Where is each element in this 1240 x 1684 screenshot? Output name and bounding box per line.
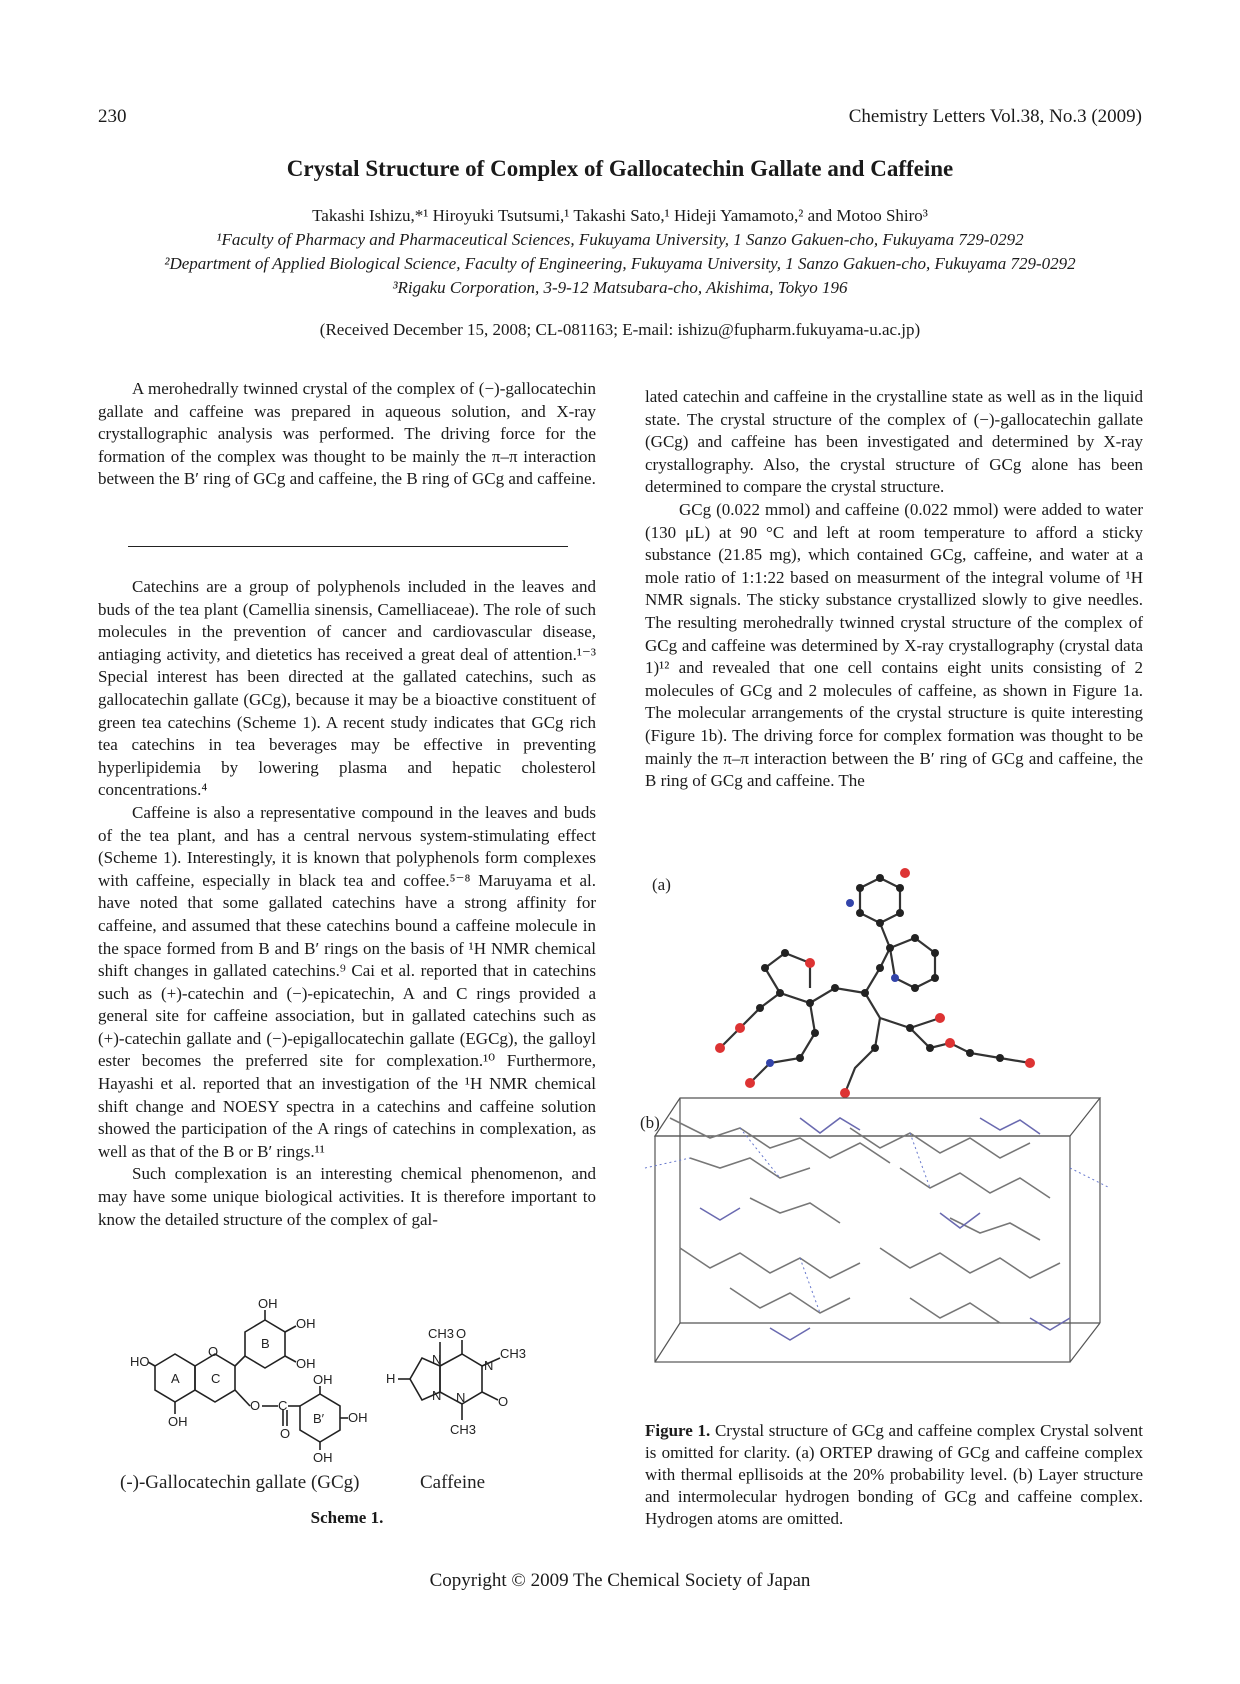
abstract-text: A merohedrally twinned crystal of the complex of (−)-gallocatechin gallate and caffeine was prepared in aqueous solution, and X-ray crystallographic analysis was performed. The driving force for the formation of the complex was thought to be mainly the π–π interaction between the B′ ring of GCg and caffeine, the B ring of GCg and caffeine.: [98, 379, 596, 489]
received-line: (Received December 15, 2008; CL-081163; E-mail: ishizu@fupharm.fukuyama-u.ac.jp): [319, 320, 921, 339]
body-paragraph: lated catechin and caffeine in the crystalline state as well as in the liquid state. The crystal structure of the complex of (−)-gallocatechin gallate (GCg) and caffeine has been investigated and determined by X-ray crystallography. Also, the crystal structure of GCg alone has been determined to compare the crystal structure.: [645, 387, 1143, 497]
right-column: [645, 386, 1143, 793]
hydrogen-label: H: [386, 1371, 396, 1386]
figure-1-caption: [645, 1420, 1143, 1530]
figure-caption-text: Crystal structure of GCg and caffeine complex Crystal solvent is omitted for clarity. (a) ORTEP drawing of GCg and caffeine complex with thermal epllisoids at the 20% probability level. (b) Layer structure and intermolecular hydrogen bonding of GCg and caffeine complex. Hydrogen atoms are omitted.: [645, 1421, 1143, 1528]
figure-1: [640, 868, 1150, 1388]
affiliation-2: ²Department of Applied Biological Science, Faculty of Engineering, Fukuyama University, 1 Sanzo Gakuen-cho, Fukuyama 729-0292: [164, 254, 1076, 273]
affiliation-3: ³Rigaku Corporation, 3-9-12 Matsubara-cho, Akishima, Tokyo 196: [392, 278, 848, 297]
nitrogen-label: N: [484, 1358, 494, 1373]
ring-c-label: C: [211, 1371, 221, 1386]
affiliation-1: ¹Faculty of Pharmacy and Pharmaceutical Sciences, Fukuyama University, 1 Sanzo Gakuen-cho, Fukuyama 729-0292: [216, 230, 1024, 249]
body-paragraph: Such complexation is an interesting chemical phenomenon, and may have some unique biological activities. It is therefore important to know the detailed structure of the complex of gal-: [98, 1164, 596, 1229]
ho-label: HO: [130, 1354, 150, 1369]
oh-label: OH: [296, 1316, 316, 1331]
nitrogen-label: N: [456, 1390, 466, 1405]
oh-label: OH: [313, 1450, 333, 1465]
ortep-drawing: [652, 868, 1035, 1098]
left-column: [98, 576, 596, 1231]
ch3-label: CH3: [428, 1326, 455, 1341]
abstract: [98, 378, 596, 491]
carbonyl-oxygen-label: O: [456, 1326, 467, 1341]
nitrogen-label: N: [432, 1352, 442, 1367]
oh-label: OH: [296, 1356, 316, 1371]
carbonyl-carbon-label: C: [278, 1398, 288, 1413]
ch3-label: CH3: [450, 1422, 477, 1437]
ch3-label: CH3: [500, 1346, 527, 1361]
abstract-divider: [128, 546, 568, 547]
ring-b-prime-label: B′: [313, 1411, 325, 1426]
panel-a-label: (a): [652, 875, 671, 894]
nitrogen-label: N: [432, 1388, 442, 1403]
page-number: 230: [98, 106, 127, 127]
ester-oxygen-label: O: [250, 1398, 261, 1413]
carbonyl-oxygen-label: O: [498, 1394, 509, 1409]
scheme-1-structures: [110, 1296, 580, 1526]
scheme-caption: Scheme 1.: [310, 1508, 384, 1527]
oh-label: OH: [313, 1372, 333, 1387]
copyright-footer: Copyright © 2009 The Chemical Society of Japan: [429, 1570, 811, 1591]
ring-a-label: A: [171, 1371, 180, 1386]
oh-label: OH: [168, 1414, 188, 1429]
packing-diagram: [640, 1098, 1110, 1362]
author-list: Takashi Ishizu,*¹ Hiroyuki Tsutsumi,¹ Takashi Sato,¹ Hideji Yamamoto,² and Motoo Shiro³: [312, 206, 928, 225]
oh-label: OH: [258, 1296, 278, 1311]
body-paragraph: Catechins are a group of polyphenols included in the leaves and buds of the tea plant (Camellia sinensis, Camelliaceae). The role of such molecules in the prevention of cancer and cardiovascular disease, antiaging activity, and dietetics has received a great deal of attention.¹⁻³ Special interest has been directed at the gallated catechins, such as gallocatechin gallate (GCg), because it may be a bioactive constituent of green tea catechins (Scheme 1). A recent study indicates that GCg rich tea catechins in tea beverages may be effective in preventing hyperlipidemia by lowering plasma and hepatic cholesterol concentrations.⁴: [98, 577, 596, 800]
ring-b-label: B: [261, 1336, 270, 1351]
body-paragraph: GCg (0.022 mmol) and caffeine (0.022 mmol) were added to water (130 μL) at 90 °C and left at room temperature to afford a sticky substance (21.85 mg), which contained GCg, caffeine, and water at a mole ratio of 1:1:22 based on measurment of the integral volume of ¹H NMR signals. The sticky substance crystallized slowly to give needles. The resulting merohedrally twinned crystal structure of the complex of GCg and caffeine was determined by X-ray crystallography (crystal data 1)¹² and revealed that one cell contains eight units consisting of 2 molecules of GCg and 2 molecules of caffeine, as shown in Figure 1a. The molecular arrangements of the crystal structure is quite interesting (Figure 1b). The driving force for complex formation was thought to be mainly the π–π interaction between the B′ ring of GCg and caffeine, the B ring of GCg and caffeine. The: [645, 499, 1143, 791]
article-title: Crystal Structure of Complex of Gallocatechin Gallate and Caffeine: [286, 156, 954, 181]
body-paragraph: Caffeine is also a representative compound in the leaves and buds of the tea plant, and has a central nervous system-stimulating effect (Scheme 1). Interestingly, it is known that polyphenols form complexes with caffeine, especially in black tea and coffee.⁵⁻⁸ Maruyama et al. have noted that some gallated catechins have a strong affinity for caffeine, and assumed that these catechins bound a caffeine molecule in the space formed from B and B′ rings on the basis of ¹H NMR chemical shift changes in gallated catechins.⁹ Cai et al. reported that in catechins such as (+)-catechin and (−)-epicatechin, A and C rings provided a general site for caffeine association, but in gallated catechins such as (+)-catechin gallate and (−)-epigallocatechin gallate (EGCg), the galloyl ester becomes the preferred site for complexation.¹⁰ Furthermore, Hayashi et al. reported that an investigation of the ¹H NMR chemical shift change and NOESY spectra in a catechins and caffeine solution showed the participation of the A rings of catechins in complexation, as well as that of the B or B′ rings.¹¹: [98, 802, 596, 1161]
journal-reference: Chemistry Letters Vol.38, No.3 (2009): [848, 106, 1142, 127]
carbonyl-oxygen-label: O: [280, 1426, 291, 1441]
gcg-name-label: (-)-Gallocatechin gallate (GCg): [120, 1472, 360, 1493]
figure-caption-label: Figure 1.: [645, 1421, 711, 1440]
panel-b-label: (b): [640, 1113, 660, 1132]
caffeine-name-label: Caffeine: [420, 1472, 486, 1493]
oh-label: OH: [348, 1410, 368, 1425]
ring-oxygen-label: O: [208, 1344, 219, 1359]
